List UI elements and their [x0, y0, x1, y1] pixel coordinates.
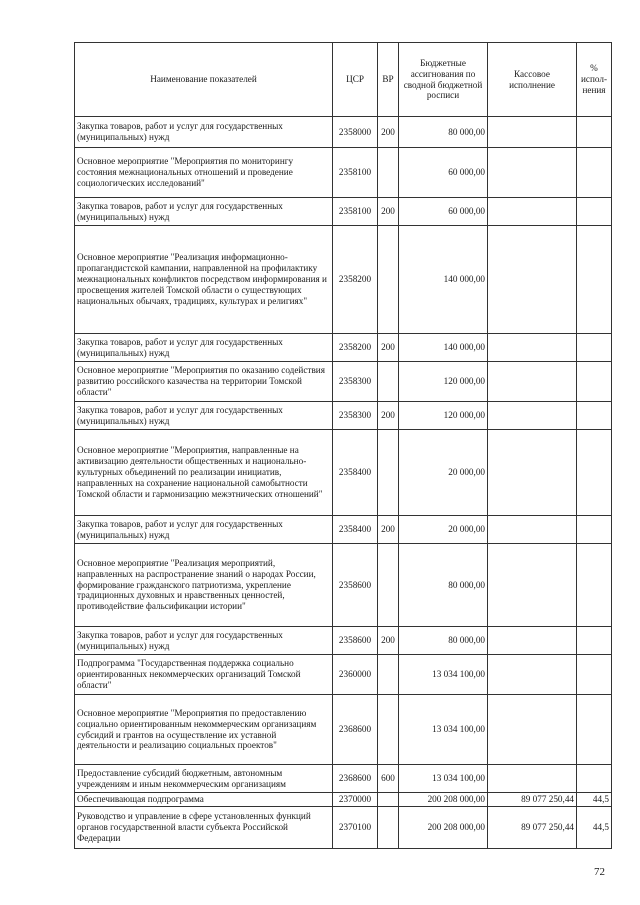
- cell-allocation: 13 034 100,00: [399, 765, 488, 793]
- cell-name: Закупка товаров, работ и услуг для государственных (муниципальных) нужд: [75, 334, 333, 362]
- header-name: Наименование показателей: [75, 43, 333, 117]
- cell-name: Основное мероприятие "Мероприятия по предоставлению социально ориентированным некоммерческим организациям субсидий и грантов на осуществление их уставной деятельности и реализацию социальных проектов": [75, 695, 333, 765]
- cell-allocation: 80 000,00: [399, 627, 488, 655]
- cell-vr: 200: [378, 627, 399, 655]
- cell-allocation: 60 000,00: [399, 148, 488, 198]
- cell-percent: 44,5: [577, 807, 612, 849]
- cell-vr: 200: [378, 117, 399, 148]
- cell-cash: [488, 627, 577, 655]
- table-row: [75, 695, 612, 765]
- cell-name: Руководство и управление в сфере установленных функций органов государственной власти субъекта Российской Федерации: [75, 807, 333, 849]
- cell-cash: [488, 226, 577, 334]
- cell-cash: [488, 148, 577, 198]
- cell-percent: [577, 544, 612, 627]
- header-row: [75, 43, 612, 117]
- cell-percent: [577, 655, 612, 695]
- cell-name: Предоставление субсидий бюджетным, автономным учреждениям и иным некоммерческим организациям: [75, 765, 333, 793]
- cell-csr: 2370000: [333, 793, 378, 807]
- cell-allocation: 140 000,00: [399, 226, 488, 334]
- table-row: [75, 148, 612, 198]
- cell-percent: [577, 148, 612, 198]
- cell-allocation: 120 000,00: [399, 362, 488, 402]
- table-row: [75, 198, 612, 226]
- cell-name: Основное мероприятие "Реализация информационно-пропагандистской кампании, направленной на профилактику межнациональных конфликтов посредством информирования и просвещения жителей Томской области о существующих национальных обычаях, традициях, культурах и религиях": [75, 226, 333, 334]
- cell-csr: 2358100: [333, 198, 378, 226]
- header-csr: ЦСР: [333, 43, 378, 117]
- cell-name: Основное мероприятие "Мероприятия по оказанию содействия развитию российского казачества на территории Томской области": [75, 362, 333, 402]
- table-row: [75, 765, 612, 793]
- cell-cash: [488, 334, 577, 362]
- page-number: 72: [594, 866, 605, 878]
- cell-percent: [577, 695, 612, 765]
- cell-cash: [488, 655, 577, 695]
- cell-allocation: 140 000,00: [399, 334, 488, 362]
- cell-percent: 44,5: [577, 793, 612, 807]
- cell-percent: [577, 516, 612, 544]
- cell-cash: [488, 544, 577, 627]
- table-row: [75, 402, 612, 430]
- cell-name: Закупка товаров, работ и услуг для государственных (муниципальных) нужд: [75, 627, 333, 655]
- cell-vr: [378, 544, 399, 627]
- cell-percent: [577, 765, 612, 793]
- cell-name: Закупка товаров, работ и услуг для государственных (муниципальных) нужд: [75, 117, 333, 148]
- cell-vr: 200: [378, 334, 399, 362]
- table-row: [75, 793, 612, 807]
- cell-csr: 2358400: [333, 430, 378, 516]
- header-vr: ВР: [378, 43, 399, 117]
- cell-csr: 2358400: [333, 516, 378, 544]
- cell-name: Закупка товаров, работ и услуг для государственных (муниципальных) нужд: [75, 516, 333, 544]
- cell-csr: 2358600: [333, 627, 378, 655]
- cell-vr: [378, 793, 399, 807]
- cell-vr: [378, 655, 399, 695]
- cell-cash: [488, 695, 577, 765]
- cell-percent: [577, 627, 612, 655]
- cell-cash: 89 077 250,44: [488, 793, 577, 807]
- cell-name: Основное мероприятие "Мероприятия по мониторингу состояния межнациональных отношений и проведение социологических исследований": [75, 148, 333, 198]
- cell-csr: 2358200: [333, 334, 378, 362]
- cell-csr: 2368600: [333, 695, 378, 765]
- table-row: [75, 807, 612, 849]
- cell-cash: 89 077 250,44: [488, 807, 577, 849]
- cell-csr: 2358000: [333, 117, 378, 148]
- cell-name: Обеспечивающая подпрограмма: [75, 793, 333, 807]
- cell-allocation: 20 000,00: [399, 430, 488, 516]
- cell-cash: [488, 516, 577, 544]
- table-row: [75, 362, 612, 402]
- budget-table: [74, 42, 612, 849]
- cell-vr: 600: [378, 765, 399, 793]
- cell-allocation: 60 000,00: [399, 198, 488, 226]
- cell-vr: 200: [378, 198, 399, 226]
- cell-percent: [577, 402, 612, 430]
- table-row: [75, 516, 612, 544]
- cell-vr: [378, 807, 399, 849]
- cell-allocation: 120 000,00: [399, 402, 488, 430]
- header-percent: % испол-нения: [577, 43, 612, 117]
- cell-vr: [378, 695, 399, 765]
- cell-allocation: 13 034 100,00: [399, 655, 488, 695]
- cell-csr: 2358600: [333, 544, 378, 627]
- cell-vr: [378, 226, 399, 334]
- table-row: [75, 117, 612, 148]
- table-row: [75, 655, 612, 695]
- table-row: [75, 334, 612, 362]
- table-row: [75, 226, 612, 334]
- cell-percent: [577, 198, 612, 226]
- table-row: [75, 430, 612, 516]
- cell-allocation: 200 208 000,00: [399, 807, 488, 849]
- cell-name: Подпрограмма "Государственная поддержка социально ориентированных некоммерческих организаций Томской области": [75, 655, 333, 695]
- cell-percent: [577, 117, 612, 148]
- cell-csr: 2358300: [333, 402, 378, 430]
- cell-vr: [378, 362, 399, 402]
- cell-cash: [488, 430, 577, 516]
- cell-allocation: 80 000,00: [399, 544, 488, 627]
- cell-vr: 200: [378, 516, 399, 544]
- header-allocations: Бюджетные ассигнования по сводной бюджетной росписи: [399, 43, 488, 117]
- cell-vr: [378, 430, 399, 516]
- cell-cash: [488, 765, 577, 793]
- cell-cash: [488, 198, 577, 226]
- cell-csr: 2370100: [333, 807, 378, 849]
- cell-cash: [488, 117, 577, 148]
- cell-percent: [577, 430, 612, 516]
- cell-vr: 200: [378, 402, 399, 430]
- cell-name: Основное мероприятие "Мероприятия, направленные на активизацию деятельности общественных и национально-культурных объединений по реализации инициатив, направленных на сохранение национальной самобытности Томской области и гармонизацию межэтнических отношений": [75, 430, 333, 516]
- cell-csr: 2358200: [333, 226, 378, 334]
- cell-csr: 2360000: [333, 655, 378, 695]
- cell-vr: [378, 148, 399, 198]
- cell-allocation: 80 000,00: [399, 117, 488, 148]
- cell-csr: 2358100: [333, 148, 378, 198]
- cell-name: Основное мероприятие "Реализация мероприятий, направленных на распространение знаний о народах России, формирование гражданского патриотизма, укрепление традиционных духовных и нравственных ценностей, противодействие фальсификации истории": [75, 544, 333, 627]
- cell-percent: [577, 334, 612, 362]
- table-row: [75, 627, 612, 655]
- cell-cash: [488, 402, 577, 430]
- table-row: [75, 544, 612, 627]
- cell-allocation: 200 208 000,00: [399, 793, 488, 807]
- cell-name: Закупка товаров, работ и услуг для государственных (муниципальных) нужд: [75, 198, 333, 226]
- cell-csr: 2358300: [333, 362, 378, 402]
- cell-percent: [577, 362, 612, 402]
- header-cash: Кассовое исполнение: [488, 43, 577, 117]
- cell-allocation: 13 034 100,00: [399, 695, 488, 765]
- cell-allocation: 20 000,00: [399, 516, 488, 544]
- cell-name: Закупка товаров, работ и услуг для государственных (муниципальных) нужд: [75, 402, 333, 430]
- cell-percent: [577, 226, 612, 334]
- cell-cash: [488, 362, 577, 402]
- cell-csr: 2368600: [333, 765, 378, 793]
